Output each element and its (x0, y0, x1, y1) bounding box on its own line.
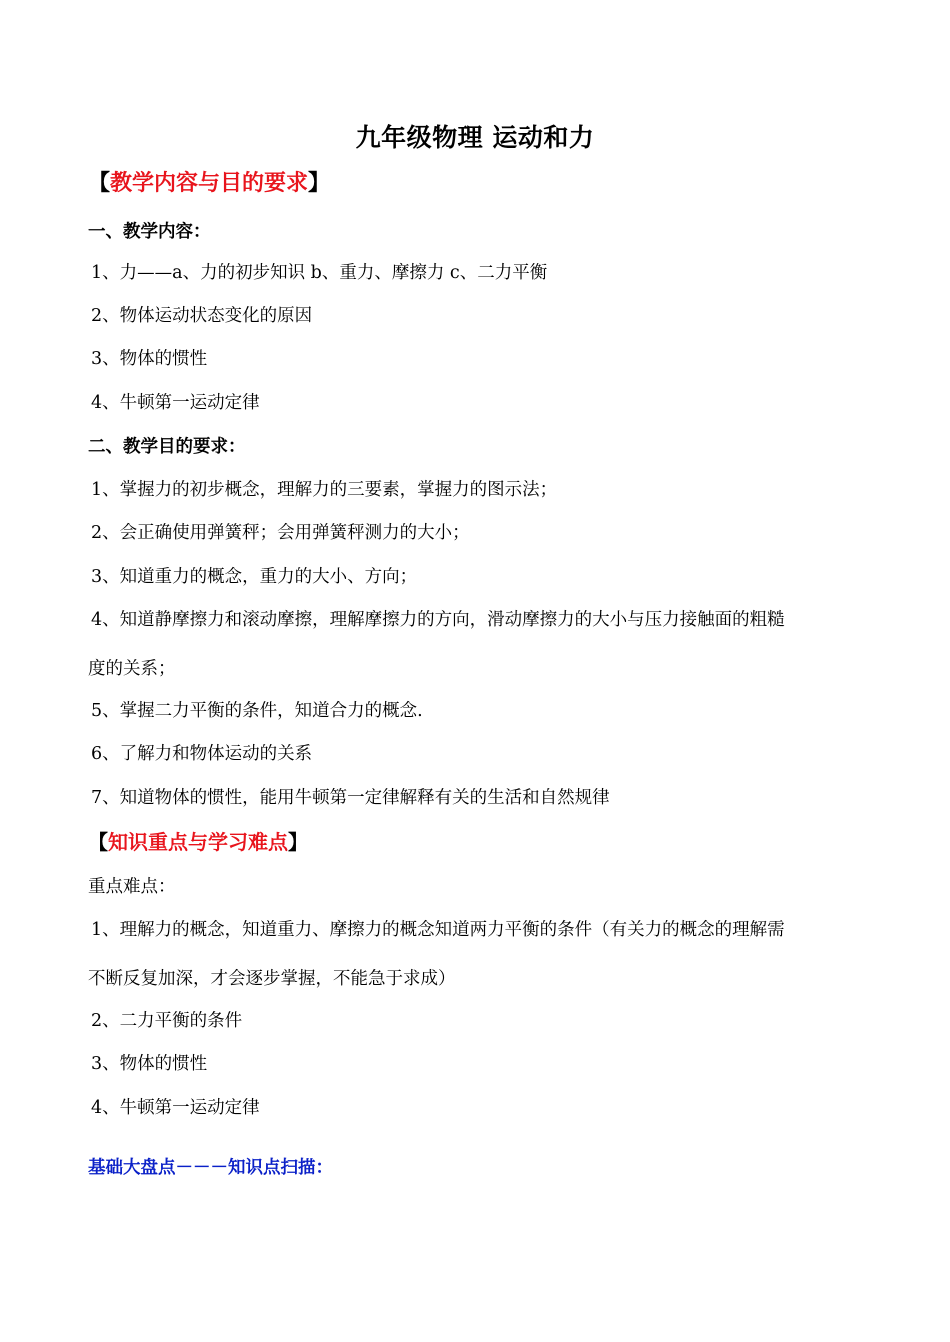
goal-item: 6、了解力和物体运动的关系 (91, 744, 313, 764)
teaching-content-heading: 一、教学内容： (88, 222, 211, 242)
key-point-item: 4、牛顿第一运动定律 (91, 1098, 260, 1118)
section-label: 教学内容与目的要求 (110, 170, 309, 196)
bracket-close: 】 (308, 170, 331, 196)
key-point-item: 3、物体的惯性 (91, 1054, 208, 1074)
teaching-goals-heading: 二、教学目的要求： (88, 437, 246, 457)
section-label: 知识重点与学习难点 (108, 830, 288, 854)
goal-item-continuation: 度的关系； (88, 659, 176, 679)
key-point-item: 1、理解力的概念，知道重力、摩擦力的概念知道两力平衡的条件（有关力的概念的理解需 (91, 920, 785, 940)
section-heading-objectives (88, 166, 330, 197)
bracket-close: 】 (288, 830, 308, 854)
goal-item: 1、掌握力的初步概念，理解力的三要素，掌握力的图示法； (91, 480, 558, 500)
goal-item: 5、掌握二力平衡的条件，知道合力的概念. (91, 701, 423, 721)
content-item: 4、牛顿第一运动定律 (91, 393, 260, 413)
knowledge-scan-heading: 基础大盘点－－－知识点扫描： (88, 1158, 333, 1178)
key-points-heading: 重点难点： (88, 877, 176, 897)
goal-item: 4、知道静摩擦力和滚动摩擦，理解摩擦力的方向，滑动摩擦力的大小与压力接触面的粗糙 (91, 610, 785, 630)
bracket-open: 【 (88, 170, 111, 196)
key-point-item-continuation: 不断反复加深，才会逐步掌握，不能急于求成） (88, 969, 456, 989)
content-item: 1、力——a、力的初步知识 b、重力、摩擦力 c、二力平衡 (91, 263, 548, 283)
key-point-item: 2、二力平衡的条件 (91, 1011, 243, 1031)
content-item: 3、物体的惯性 (91, 349, 208, 369)
bracket-open: 【 (88, 830, 108, 854)
goal-item: 3、知道重力的概念，重力的大小、方向； (91, 567, 418, 587)
document-title: 九年级物理 运动和力 (355, 123, 595, 152)
goal-item: 2、会正确使用弹簧秤；会用弹簧秤测力的大小； (91, 523, 470, 543)
content-item: 2、物体运动状态变化的原因 (91, 306, 313, 326)
section-heading-key-points (88, 826, 308, 855)
goal-item: 7、知道物体的惯性，能用牛顿第一定律解释有关的生活和自然规律 (91, 788, 610, 808)
